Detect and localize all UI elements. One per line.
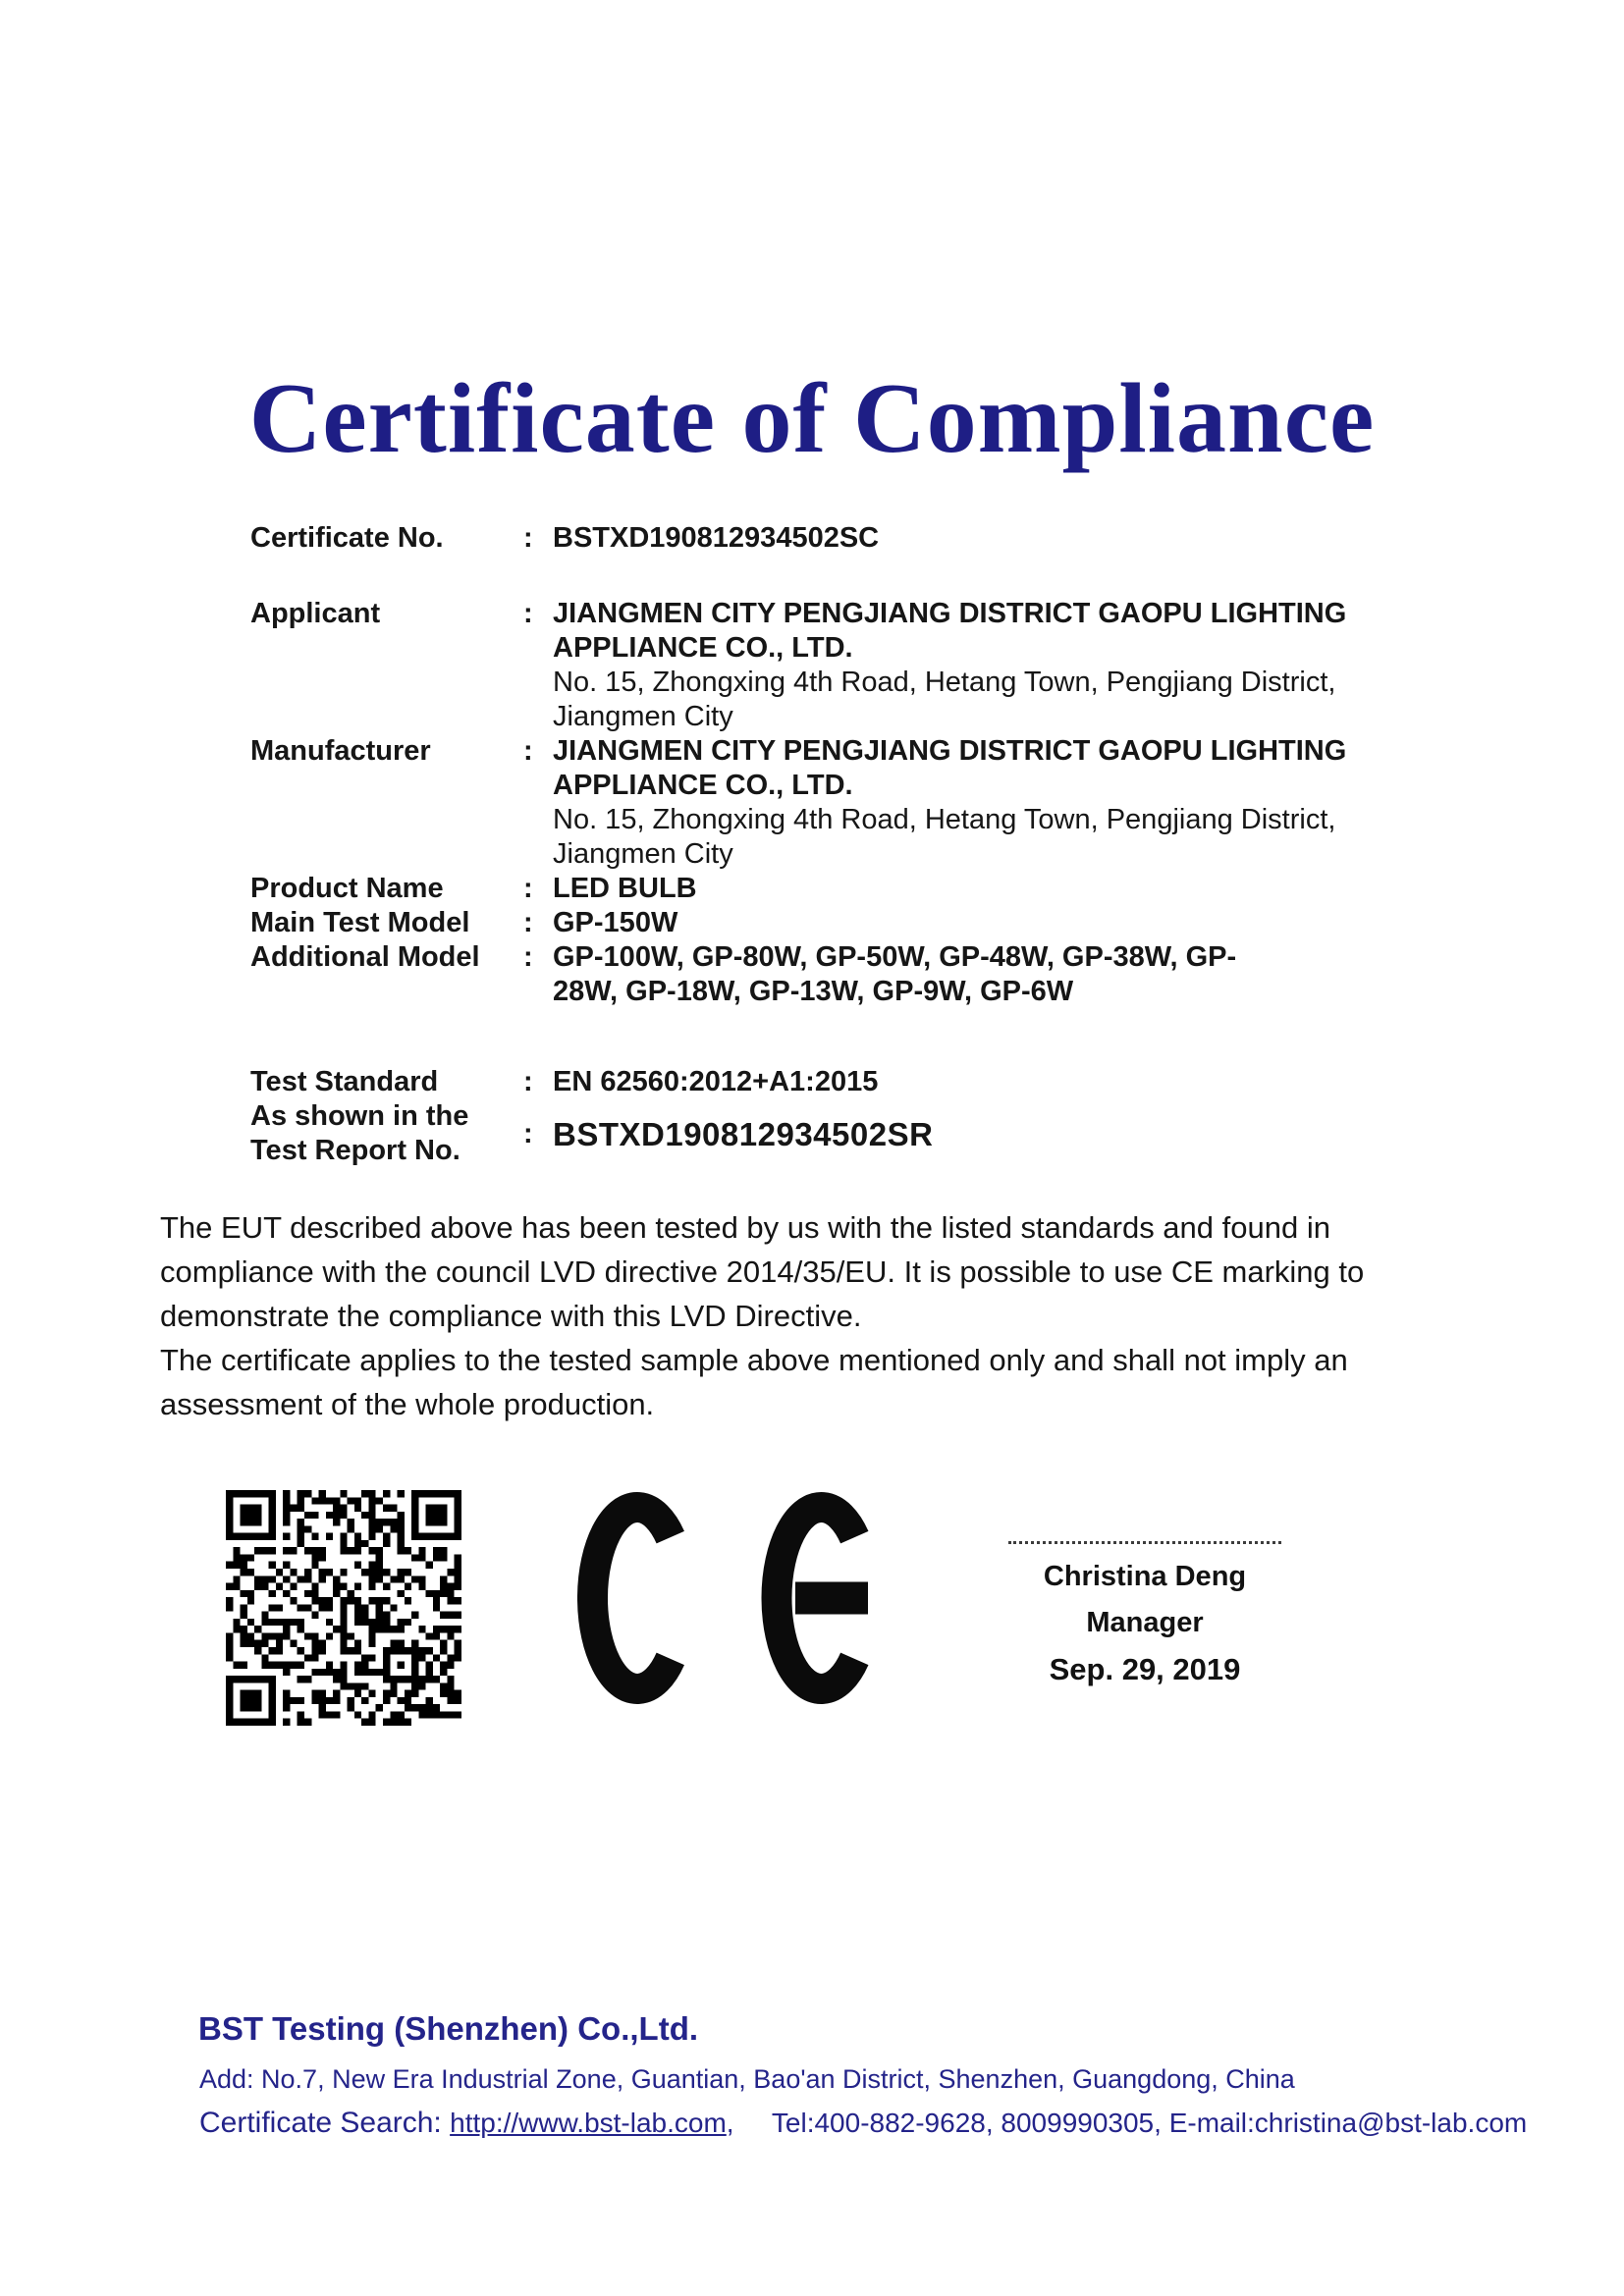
qr-code (226, 1490, 461, 1726)
footer-company-name: BST Testing (Shenzhen) Co.,Ltd. (198, 2010, 699, 2047)
signature-block (998, 1541, 1292, 1687)
field-label: Certificate No. (250, 522, 444, 554)
field-colon: : (523, 907, 533, 938)
field-colon: : (523, 735, 533, 767)
manufacturer-company: JIANGMEN CITY PENGJIANG DISTRICT GAOPU LIGHTING APPLIANCE CO., LTD. (553, 735, 1347, 801)
field-row-test-report-no (250, 1099, 1419, 1168)
field-value (553, 734, 1419, 872)
certificate-title: Certificate of Compliance (248, 363, 1376, 474)
field-value (553, 597, 1419, 734)
field-colon: : (523, 598, 533, 629)
field-colon: : (523, 873, 533, 904)
field-row-certificate-no (250, 521, 1419, 556)
footer-address: Add: No.7, New Era Industrial Zone, Guantian, Bao'an District, Shenzhen, Guangdong, China (199, 2064, 1295, 2094)
field-colon: : (523, 941, 533, 973)
field-label: Manufacturer (250, 735, 431, 767)
field-label: Main Test Model (250, 907, 470, 938)
certificate-fields (250, 521, 1419, 1168)
test-report-label-line-1: As shown in the (250, 1100, 469, 1132)
field-row-product-name (250, 872, 1419, 906)
signature-date: Sep. 29, 2019 (1049, 1652, 1241, 1686)
field-row-test-standard (250, 1065, 1419, 1099)
signatory-name: Christina Deng (1043, 1561, 1247, 1592)
statement-paragraph-1: The EUT described above has been tested by us with the listed standards and found in compliance with the council LVD directive 2014/35/EU. It is possible to use CE marking to demonstrate the compliance with this LVD Directive. (160, 1210, 1365, 1333)
ce-mark-icon (577, 1484, 882, 1712)
certificate-statement (160, 1205, 1456, 1426)
field-label: Applicant (250, 598, 381, 629)
field-colon: : (523, 1066, 533, 1097)
certificate-search-link[interactable]: http://www.bst-lab.com (450, 2108, 727, 2138)
field-label (250, 1099, 523, 1168)
field-colon: : (523, 1117, 533, 1149)
field-value: EN 62560:2012+A1:2015 (553, 1066, 879, 1097)
signatory-title: Manager (1086, 1607, 1204, 1638)
applicant-address: No. 15, Zhongxing 4th Road, Hetang Town, Pengjiang District, Jiangmen City (553, 667, 1336, 732)
field-row-manufacturer (250, 734, 1419, 872)
applicant-company: JIANGMEN CITY PENGJIANG DISTRICT GAOPU LIGHTING APPLIANCE CO., LTD. (553, 598, 1347, 664)
field-value: GP-100W, GP-80W, GP-50W, GP-48W, GP-38W, GP-28W, GP-18W, GP-13W, GP-9W, GP-6W (553, 941, 1237, 1007)
footer-contact: Tel:400-882-9628, 8009990305, E-mail:christina@bst-lab.com (771, 2108, 1528, 2138)
field-row-additional-model (250, 940, 1419, 1009)
field-label: Test Standard (250, 1066, 439, 1097)
search-link-suffix: , (726, 2108, 734, 2138)
field-row-applicant (250, 597, 1419, 734)
certificate-search-label: Certificate Search: (199, 2107, 442, 2139)
field-value: LED BULB (553, 873, 697, 904)
field-colon: : (523, 522, 533, 554)
field-value: GP-150W (553, 907, 678, 938)
signature-rule (1008, 1541, 1281, 1544)
field-label: Product Name (250, 873, 444, 904)
footer-search-line (199, 2107, 1527, 2140)
field-label: Additional Model (250, 941, 480, 973)
test-report-label-line-2: Test Report No. (250, 1135, 460, 1166)
field-row-main-test-model (250, 906, 1419, 940)
field-value: BSTXD190812934502SR (553, 1115, 934, 1152)
field-value: BSTXD190812934502SC (553, 522, 880, 554)
manufacturer-address: No. 15, Zhongxing 4th Road, Hetang Town, Pengjiang District, Jiangmen City (553, 804, 1336, 870)
statement-paragraph-2: The certificate applies to the tested sample above mentioned only and shall not imply an assessment of the whole production. (160, 1343, 1348, 1421)
